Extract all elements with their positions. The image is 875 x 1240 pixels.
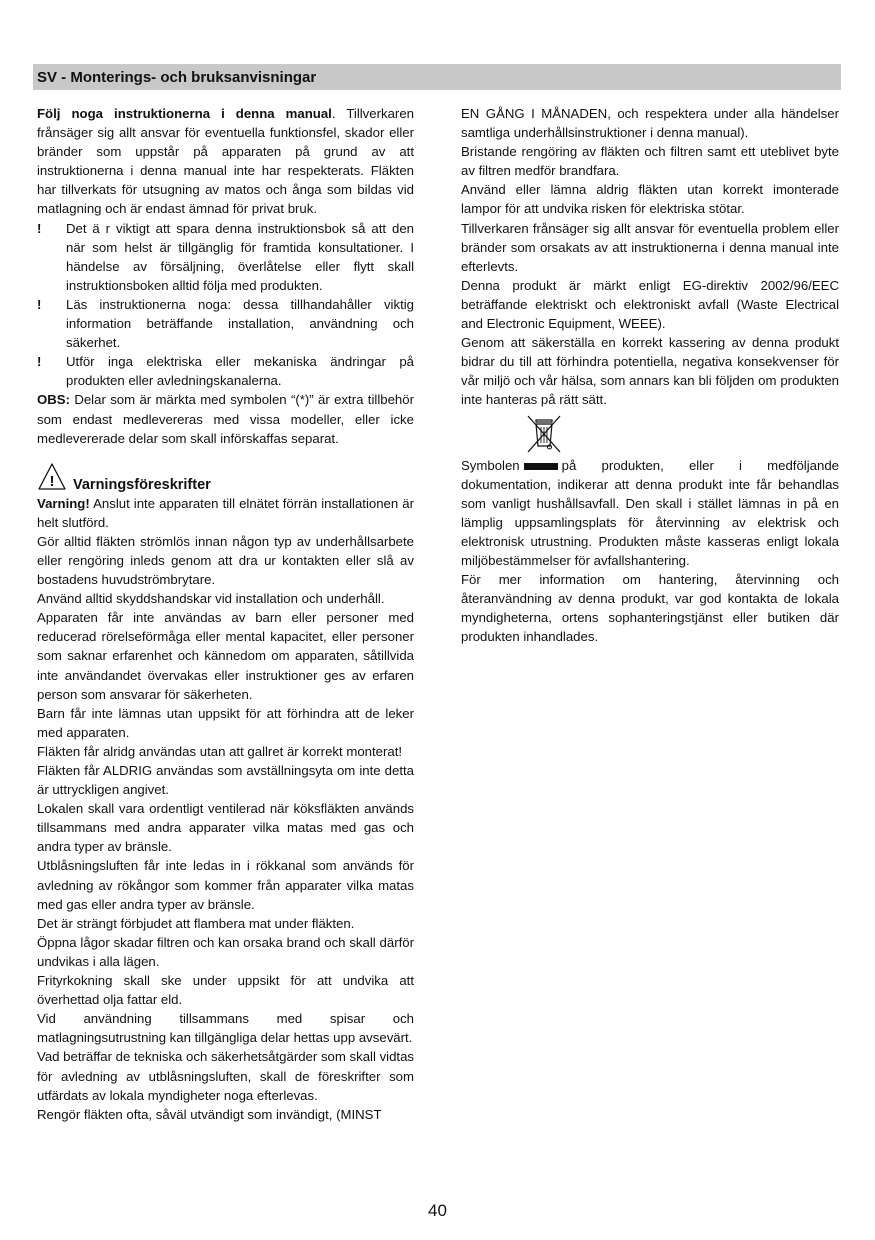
warning-label: Varning! — [37, 495, 90, 511]
bullet-item — [37, 352, 414, 390]
exclamation-mark: ! — [37, 354, 42, 370]
left-paragraph: Vid användning tillsammans med spisar och matlagningsutrustning kan tillgängliga delar hettas upp avsevärt. — [37, 1011, 414, 1046]
obs-paragraph — [37, 390, 414, 447]
bullet-text: Det ä r viktigt att spara denna instruktionsbok så att den när som helst är tillgänglig för framtida konsultationer. I händelse av försäljning, överlåtelse eller flytt skall instruktionsboken alltid följa med produkten. — [66, 220, 414, 293]
symbol-after: på produkten, eller i medföljande — [561, 457, 839, 473]
left-paragraph: Fläkten får ALDRIG användas som avställningsyta om inte detta är uttryckligen angivet. — [37, 763, 414, 798]
warning-triangle-icon — [37, 462, 67, 492]
left-paragraph: Använd alltid skyddshandskar vid installation och underhåll. — [37, 591, 385, 607]
obs-text: Delar som är märkta med symbolen “(*)” är extra tillbehör som endast medlevereras med vissa modeller, eller icke medlevererade delar som skall införskaffas separat. — [37, 392, 414, 446]
left-paragraph: Utblåsningsluften får inte ledas in i rökkanal som används för avledning av rökångor som kommer från apparater vilka matas med gas eller andra typer av bränsle. — [37, 858, 414, 912]
page-title: SV - Monterings- och bruksanvisningar — [33, 64, 841, 90]
final-paragraph: För mer information om hantering, återvinning och återanvändning av denna produkt, var god kontakta de lokala myndigheterna, ortens sophanteringstjänst eller butiken där produkten inhandlades. — [461, 572, 839, 645]
symbol-line — [461, 456, 839, 475]
right-paragraph: EN GÅNG I MÅNADEN, och respektera under alla händelser samtliga underhållsinstruktioner i denna manual). — [461, 106, 839, 141]
right-paragraph: Använd eller lämna aldrig fläkten utan korrekt imonterade lampor för att undvika risken för elektriska stötar. — [461, 182, 839, 217]
right-paragraph: Tillverkaren frånsäger sig allt ansvar för eventuella problem eller bränder som orsakats av att instruktionerna i denna manual inte efterlevts. — [461, 220, 839, 274]
left-paragraph: Rengör fläkten ofta, såväl utvändigt som invändigt, (MINST — [37, 1106, 382, 1122]
left-paragraph: Öppna lågor skadar filtren och kan orsaka brand och skall därför undvikas i alla lägen. — [37, 934, 414, 969]
left-paragraph: Gör alltid fläkten strömlös innan någon typ av underhållsarbete eller rengöring inleds genom att dra ur kontakten eller slå av bostadens huvudströmbrytare. — [37, 533, 414, 588]
left-paragraph: Vad beträffar de tekniska och säkerhetsåtgärder som skall vidtas för avledning av utblåsningsluften, skall de föreskrifter som utfärdats av lokala myndigheter noga efterlevas. — [37, 1049, 415, 1103]
left-paragraph: Barn får inte lämnas utan uppsikt för att förhindra att de leker med apparaten. — [37, 705, 414, 740]
warning-glyph: ! — [49, 472, 55, 490]
obs-label: OBS: — [37, 392, 70, 408]
crossed-out-wheelie-bin-icon — [524, 414, 564, 454]
weee-symbol — [461, 410, 839, 456]
bullet-item — [37, 295, 414, 352]
symbol-paragraph: dokumentation, indikerar att denna produkt inte får behandlas som vanligt hushållsavfall. Den skall i stället lämnas in på en lämplig uppsamlingsplats för återvinning av elektrisk och elektronisk utrustning. Produkten måste kasseras enligt lokala miljöbestämmelser för avfallshantering. — [461, 476, 839, 568]
right-column — [461, 104, 839, 646]
left-paragraph: Fläkten får alridg användas utan att gallret är korrekt monterat! — [37, 743, 403, 759]
warning-heading — [37, 462, 414, 494]
left-column — [37, 104, 414, 1124]
exclamation-mark: ! — [37, 296, 42, 312]
left-paragraph: Det är strängt förbjudet att flambera mat under fläkten. — [37, 915, 355, 931]
right-paragraph: Bristande rengöring av fläkten och filtren samt ett uteblivet byte av filtren medför brandfara. — [461, 144, 839, 179]
intro-text: . Tillverkaren frånsäger sig allt ansvar för eventuella funktionsfel, skador eller bränder som uppstår på apparaten på grund av att instruktionerna i denna manual inte har respekterats. Fläkten har tillverkats för utsugning av matos och ånga som bildas vid matlagning och är endast ämnad för privat bruk. — [37, 106, 414, 217]
black-bar-symbol — [524, 463, 558, 470]
bullet-text: Utför inga elektriska eller mekaniska ändringar på produkten eller avledningskanalerna. — [66, 354, 414, 389]
intro-paragraph — [37, 104, 414, 219]
left-paragraph: Apparaten får inte användas av barn eller personer med reducerad rörelseförmåga eller mental kapacitet, eller personer som saknar erfarenhet och kännedom om apparaten, såtillvida inte användandet övervakas eller instruktioner ges av erfaren person som ansvarar för säkerheten. — [37, 610, 414, 702]
bullet-text: Läs instruktionerna noga: dessa tillhandahåller viktig information beträffande installation, användning och säkerhet. — [66, 296, 414, 351]
intro-bold: Följ noga instruktionerna i denna manual — [37, 106, 332, 121]
right-paragraph: Denna produkt är märkt enligt EG-direktiv 2002/96/EEC beträffande elektriskt och elektroniskt avfall (Waste Electrical and Electronic Equipment, WEEE). — [461, 277, 839, 332]
right-paragraph: Genom att säkerställa en korrekt kassering av denna produkt bidrar du till att förhindra potentiella, negativa konsekvenser för vår miljö och vår hälsa, som annars kan bli följden om produkten inte hanteras på rätt sätt. — [461, 335, 839, 408]
left-paragraph: Frityrkokning skall ske under uppsikt för att undvika att överhettad olja fattar eld. — [37, 973, 414, 1008]
left-paragraph: Lokalen skall vara ordentligt ventilerad när köksfläkten används tillsammans med andra apparater vilka matas med gas och andra typer av bränsle. — [37, 801, 414, 855]
warning-title: Varningsföreskrifter — [73, 476, 211, 493]
symbol-word: Symbolen — [461, 457, 520, 473]
exclamation-mark: ! — [37, 220, 42, 236]
bullet-item — [37, 219, 414, 295]
warning-text: Anslut inte apparaten till elnätet förrän installationen är helt slutförd. — [37, 495, 414, 530]
warning-paragraph — [37, 494, 414, 532]
page-number: 40 — [428, 1201, 447, 1220]
